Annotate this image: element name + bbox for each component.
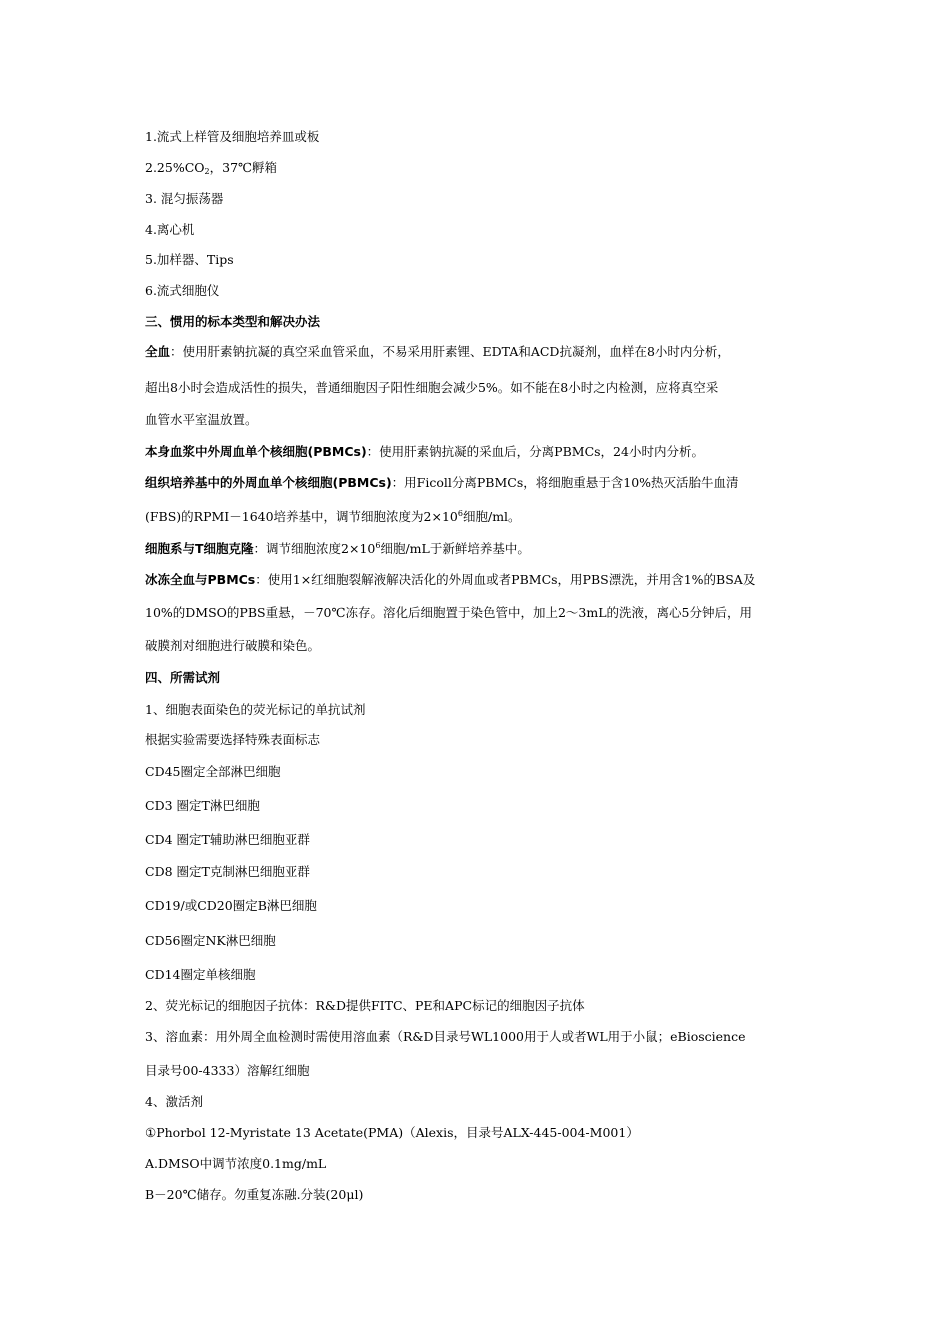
pbmc-culture-text-2b: 细胞/ml。	[462, 509, 521, 524]
equipment-item-2-temp: ，37℃孵箱	[209, 160, 278, 175]
co2-subscript: 2	[204, 167, 210, 176]
whole-blood-line-1	[145, 344, 730, 360]
section-3-heading: 三、惯用的标本类型和解决办法	[145, 314, 321, 329]
section-4-heading: 四、所需试剂	[145, 670, 221, 685]
reagent-4-step-b: B－20℃储存。勿重复冻融.分装(20μl)	[145, 1187, 364, 1202]
reagent-2: 2、荧光标记的细胞因子抗体：R&D提供FITC、PE和APC标记的细胞因子抗体	[145, 998, 585, 1013]
equipment-item-2-text: 2.25%CO	[145, 160, 205, 175]
pbmc-culture-line-1	[145, 475, 739, 491]
whole-blood-label: 全血	[145, 344, 171, 359]
equipment-item-5: 5.加样器、Tips	[145, 252, 234, 267]
frozen-line-2: 10%的DMSO的PBS重悬，－70℃冻存。溶化后细胞置于染色管中，加上2～3mL的洗液，离心5分钟后，用	[145, 605, 752, 620]
cell-line-line	[145, 541, 530, 557]
cell-line-exponent: 6	[375, 541, 381, 550]
frozen-text-1: ：使用1×红细胞裂解液解决活化的外周血或者PBMCs，用PBS漂洗，并用含1%的BSA及	[255, 572, 756, 587]
marker-cd19-cd20: CD19/或CD20圈定B淋巴细胞	[145, 898, 317, 913]
reagent-3-line-1: 3、溶血素：用外周全血检测时需使用溶血素（R&D目录号WL1000用于人或者WL用于小鼠；eBioscience	[145, 1029, 746, 1044]
reagent-4-pma: ①Phorbol 12-Myristate 13 Acetate(PMA)（Alexis，目录号ALX-445-004-M001）	[145, 1125, 639, 1140]
cell-line-text-a: ：调节细胞浓度2×10	[253, 541, 376, 556]
pbmc-culture-label: 组织培养基中的外周血单个核细胞(PBMCs)	[145, 475, 392, 490]
equipment-item-6: 6.流式细胞仪	[145, 283, 220, 298]
pbmc-plasma-line	[145, 444, 704, 460]
pbmc-plasma-label: 本身血浆中外周血单个核细胞(PBMCs)	[145, 444, 367, 459]
equipment-item-1: 1.流式上样管及细胞培养皿或板	[145, 129, 320, 144]
marker-cd56: CD56圈定NK淋巴细胞	[145, 933, 276, 948]
equipment-item-3: 3. 混匀振荡器	[145, 191, 224, 206]
whole-blood-line-2: 超出8小时会造成活性的损失，普通细胞因子阳性细胞会减少5%。如不能在8小时之内检测，应将真空采	[145, 380, 719, 395]
whole-blood-text-1: ：使用肝素钠抗凝的真空采血管采血，不易采用肝素锂、EDTA和ACD抗凝剂，血样在8小时内分析，	[170, 344, 730, 359]
pbmc-culture-text-2a: (FBS)的RPMI－1640培养基中，调节细胞浓度为2×10	[145, 509, 458, 524]
marker-cd45: CD45圈定全部淋巴细胞	[145, 764, 281, 779]
marker-cd4: CD4 圈定T辅助淋巴细胞亚群	[145, 832, 310, 847]
frozen-line-3: 破膜剂对细胞进行破膜和染色。	[145, 638, 321, 653]
equipment-item-4: 4.离心机	[145, 222, 195, 237]
reagent-3-line-2: 目录号00-4333）溶解红细胞	[145, 1063, 310, 1078]
frozen-line-1	[145, 572, 755, 588]
marker-cd8: CD8 圈定T克制淋巴细胞亚群	[145, 864, 310, 879]
marker-cd3: CD3 圈定T淋巴细胞	[145, 798, 260, 813]
marker-cd14: CD14圈定单核细胞	[145, 967, 256, 982]
reagent-1: 1、细胞表面染色的荧光标记的单抗试剂	[145, 702, 366, 717]
reagent-4-step-a: A.DMSO中调节浓度0.1mg/mL	[145, 1156, 327, 1171]
pbmc-culture-exponent: 6	[457, 509, 463, 518]
cell-line-label: 细胞系与T细胞克隆	[145, 541, 254, 556]
cell-line-text-b: 细胞/mL于新鲜培养基中。	[380, 541, 530, 556]
pbmc-culture-line-2	[145, 509, 521, 525]
reagent-1-note: 根据实验需要选择特殊表面标志	[145, 732, 321, 747]
equipment-item-2	[145, 160, 277, 176]
reagent-4: 4、激活剂	[145, 1094, 203, 1109]
frozen-label: 冰冻全血与PBMCs	[145, 572, 256, 587]
whole-blood-line-3: 血管水平室温放置。	[145, 412, 258, 427]
pbmc-culture-text-1: ：用Ficoll分离PBMCs，将细胞重悬于含10%热灭活胎牛血清	[391, 475, 739, 490]
pbmc-plasma-text: ：使用肝素钠抗凝的采血后，分离PBMCs，24小时内分析。	[366, 444, 704, 459]
